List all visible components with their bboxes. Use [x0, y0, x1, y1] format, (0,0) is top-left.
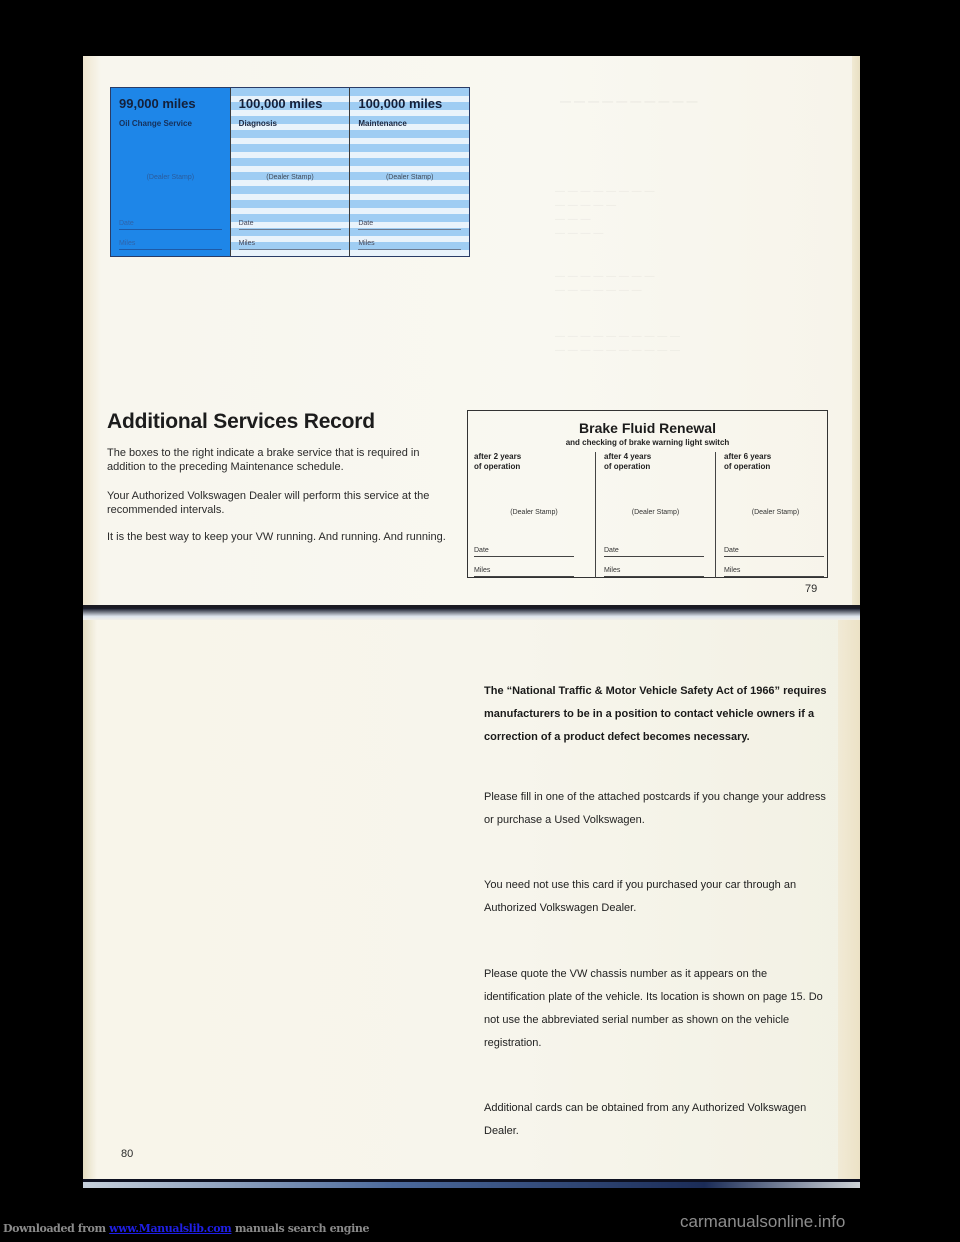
interval-line: of operation: [604, 462, 651, 471]
miles-field[interactable]: Miles: [119, 240, 222, 250]
download-watermark: [3, 1222, 369, 1235]
service-miles: 100,000 miles: [358, 96, 443, 111]
body-paragraph: Additional cards can be obtained from any Authorized Volkswagen Dealer.: [484, 1102, 807, 1137]
service-type: Oil Change Service: [119, 119, 192, 128]
date-field[interactable]: Date: [724, 547, 824, 557]
service-box-oil-change: [111, 88, 230, 256]
bleed-through-text: — — — — — — — — — —: [560, 96, 698, 108]
interval-line: after 6 years: [724, 452, 772, 461]
page-number: 80: [121, 1148, 134, 1160]
interval-line: after 4 years: [604, 452, 652, 461]
brake-box-title: Brake Fluid Renewal: [579, 420, 716, 436]
page-divider: [83, 608, 860, 620]
page-bottom-edge: [83, 1182, 860, 1188]
dealer-stamp-area: (Dealer Stamp): [385, 174, 434, 181]
miles-field[interactable]: Miles: [604, 567, 704, 577]
body-paragraph: Your Authorized Volkswagen Dealer will perform this service at the recommended intervals.: [107, 490, 430, 516]
safety-act-notice: The “National Traffic & Motor Vehicle Safety Act of 1966” requires manufacturers to be in a position to contact vehicle owners if a correction of a product defect becomes necessary.: [484, 685, 827, 743]
brake-box-subtitle: and checking of brake warning light switch: [565, 438, 730, 447]
service-type: Diagnosis: [238, 119, 277, 128]
brake-interval-6-years: [715, 452, 835, 578]
interval-label: [724, 452, 771, 472]
service-record-table: [110, 87, 470, 257]
watermark-suffix: manuals search engine: [231, 1222, 370, 1235]
date-field[interactable]: Date: [474, 547, 574, 557]
miles-field[interactable]: Miles: [474, 567, 574, 577]
page-number: 79: [805, 583, 818, 595]
manualslib-link[interactable]: www.Manualslib.com: [109, 1222, 232, 1235]
watermark-prefix: Downloaded from: [3, 1222, 110, 1235]
date-field[interactable]: Date: [239, 220, 342, 230]
miles-field[interactable]: Miles: [358, 240, 461, 250]
miles-field[interactable]: Miles: [239, 240, 342, 250]
section-title: Additional Services Record: [107, 410, 375, 433]
service-box-maintenance: [349, 88, 469, 256]
brake-fluid-renewal-box: [467, 410, 828, 578]
dealer-stamp-area: (Dealer Stamp): [266, 174, 314, 181]
interval-line: of operation: [724, 462, 771, 471]
date-field[interactable]: Date: [358, 220, 461, 230]
site-watermark: carmanualsonline.info: [680, 1212, 846, 1231]
miles-field[interactable]: Miles: [724, 567, 824, 577]
service-miles: 100,000 miles: [238, 96, 323, 111]
interval-line: after 2 years: [474, 452, 522, 461]
body-paragraph: It is the best way to keep your VW running. And running. And running.: [107, 531, 446, 543]
interval-label: [474, 452, 521, 472]
bleed-through-text: — — — — — — — — — — — — — — — — — — — —: [555, 186, 655, 239]
body-paragraph: You need not use this card if you purchased your car through an Authorized Volkswagen Dealer.: [484, 879, 797, 914]
brake-interval-2-years: [474, 452, 594, 578]
dealer-stamp-area: (Dealer Stamp): [631, 509, 680, 516]
interval-line: of operation: [474, 462, 521, 471]
service-miles: 99,000 miles: [119, 96, 196, 111]
dealer-stamp-area: (Dealer Stamp): [510, 509, 558, 516]
brake-interval-4-years: [595, 452, 715, 578]
body-paragraph: The boxes to the right indicate a brake service that is required in addition to the preceding Maintenance schedule.: [107, 447, 420, 473]
interval-label: [604, 452, 651, 472]
dealer-stamp-area: (Dealer Stamp): [146, 174, 195, 181]
service-box-diagnosis: [230, 88, 350, 256]
bleed-through-text: — — — — — — — — — — — — — — —: [555, 271, 655, 296]
date-field[interactable]: Date: [604, 547, 704, 557]
date-field[interactable]: Date: [119, 220, 222, 230]
service-type: Maintenance: [358, 119, 407, 128]
bleed-through-text: — — — — — — — — — — — — — — — — — — — —: [555, 331, 681, 356]
dealer-stamp-area: (Dealer Stamp): [751, 509, 800, 516]
body-paragraph: Please fill in one of the attached postcards if you change your address or purchase a Used Volkswagen.: [484, 791, 826, 826]
body-paragraph: Please quote the VW chassis number as it appears on the identification plate of the vehicle. Its location is shown on page 15. Do not use the abbreviated serial number as shown on the vehicle registration.: [484, 968, 823, 1049]
